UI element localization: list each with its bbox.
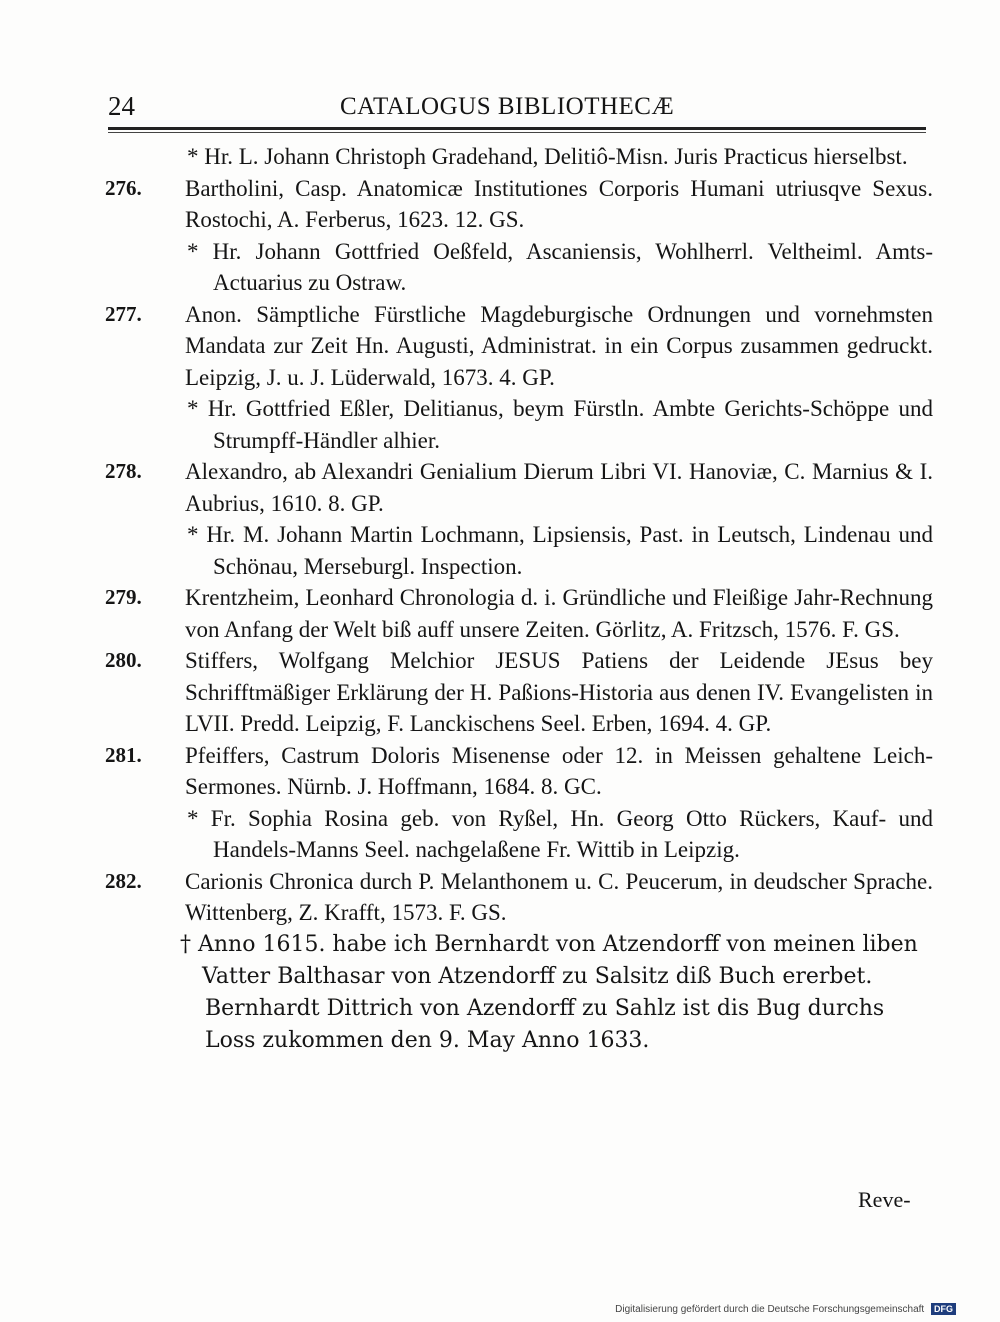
- catalog-entry: [105, 299, 933, 457]
- manuscript-note: † Anno 1615. habe ich Bernhardt von Atzendorff von meinen liben Vatter Balthasar von Atzendorff zu Salsitz diß Buch ererbet.: [180, 931, 918, 989]
- entry-text: Alexandro, ab Alexandri Genialium Dierum Libri VI. Hanoviæ, C. Marnius & I. Aubrius, 1610. 8. GP.: [185, 459, 933, 516]
- catalog-entry: [105, 173, 933, 299]
- running-head: CATALOGUS BIBLIOTHECÆ: [340, 93, 675, 120]
- entry-text: Krentzheim, Leonhard Chronologia d. i. Gründliche und Fleißige Jahr-Rechnung von Anfang der Welt biß auff unsere Zeiten. Görlitz, A. Fritzsch, 1576. F. GS.: [185, 585, 933, 642]
- manuscript-note: Bernhardt Dittrich von Azendorff zu Sahlz ist dis Bug durchs Loss zukommen den 9. May Anno 1633.: [205, 995, 885, 1053]
- catalog-entry: [105, 645, 933, 740]
- entry-note: * Hr. Johann Gottfried Oeßfeld, Ascaniensis, Wohlherrl. Veltheiml. Amts-Actuarius zu Ostraw.: [187, 238, 933, 295]
- digitization-credit: [615, 1303, 956, 1316]
- credit-text: Digitalisierung gefördert durch die Deutsche Forschungsgemeinschaft: [615, 1304, 925, 1315]
- entry-number: 277.: [105, 301, 142, 326]
- catalog-entry: [105, 740, 933, 866]
- header-rule: [108, 127, 926, 130]
- entry-note: * Hr. Gottfried Eßler, Delitianus, beym Fürstln. Ambte Gerichts-Schöppe und Strumpff-Händler alhier.: [187, 396, 933, 453]
- entry-note: * Hr. L. Johann Christoph Gradehand, Delitiô-Misn. Juris Practicus hierselbst.: [187, 144, 908, 169]
- entry-note: * Hr. M. Johann Martin Lochmann, Lipsiensis, Past. in Leutsch, Lindenau und Schönau, Merseburgl. Inspection.: [187, 522, 933, 579]
- catalog-entries: [105, 141, 933, 1057]
- page-header: [108, 92, 926, 132]
- entry-note: * Fr. Sophia Rosina geb. von Ryßel, Hn. Georg Otto Rückers, Kauf- und Handels-Manns Seel. nachgelaßene Fr. Wittib in Leipzig.: [187, 805, 933, 862]
- entry-number: 280.: [105, 648, 142, 672]
- entry-text: Pfeiffers, Castrum Doloris Misenense oder 12. in Meissen gehaltene Leich-Sermones. Nürnb. J. Hoffmann, 1684. 8. GC.: [185, 742, 933, 799]
- catalog-entry: [105, 866, 933, 929]
- entry-number: 281.: [105, 742, 142, 767]
- entry-text: Bartholini, Casp. Anatomicæ Institutiones Corporis Humani utriusqve Sexus. Rostochi, A. Ferberus, 1623. 12. GS.: [185, 175, 933, 232]
- entry-number: 276.: [105, 175, 142, 200]
- entry-number: 282.: [105, 868, 142, 893]
- entry-number: 278.: [105, 459, 142, 483]
- catalog-entry: [105, 141, 933, 173]
- entry-text: Carionis Chronica durch P. Melanthonem u. C. Peucerum, in deudscher Sprache. Wittenberg, Z. Krafft, 1573. F. GS.: [185, 868, 933, 925]
- header-rule-thin: [108, 132, 926, 133]
- entry-text: Anon. Sämptliche Fürstliche Magdeburgische Ordnungen und vornehmsten Mandata zur Zeit Hn. Augusti, Administrat. in ein Corpus zusammen gedruckt. Leipzig, J. u. J. Lüderwald, 1673. 4. GP.: [185, 301, 933, 390]
- catchword: Reve-: [858, 1187, 911, 1212]
- catalog-entry: [105, 456, 933, 582]
- catalog-entry: [105, 582, 933, 645]
- dfg-logo: DFG: [931, 1303, 956, 1315]
- page-number: 24: [108, 91, 135, 121]
- entry-text: Stiffers, Wolfgang Melchior JESUS Patiens der Leidende JEsus bey Schrifftmäßiger Erklärung der H. Paßions-Historia aus denen IV. Evangelisten in LVII. Predd. Leipzig, F. Lanckischens Seel. Erben, 1694. 4. GP.: [185, 648, 933, 736]
- entry-number: 279.: [105, 585, 142, 609]
